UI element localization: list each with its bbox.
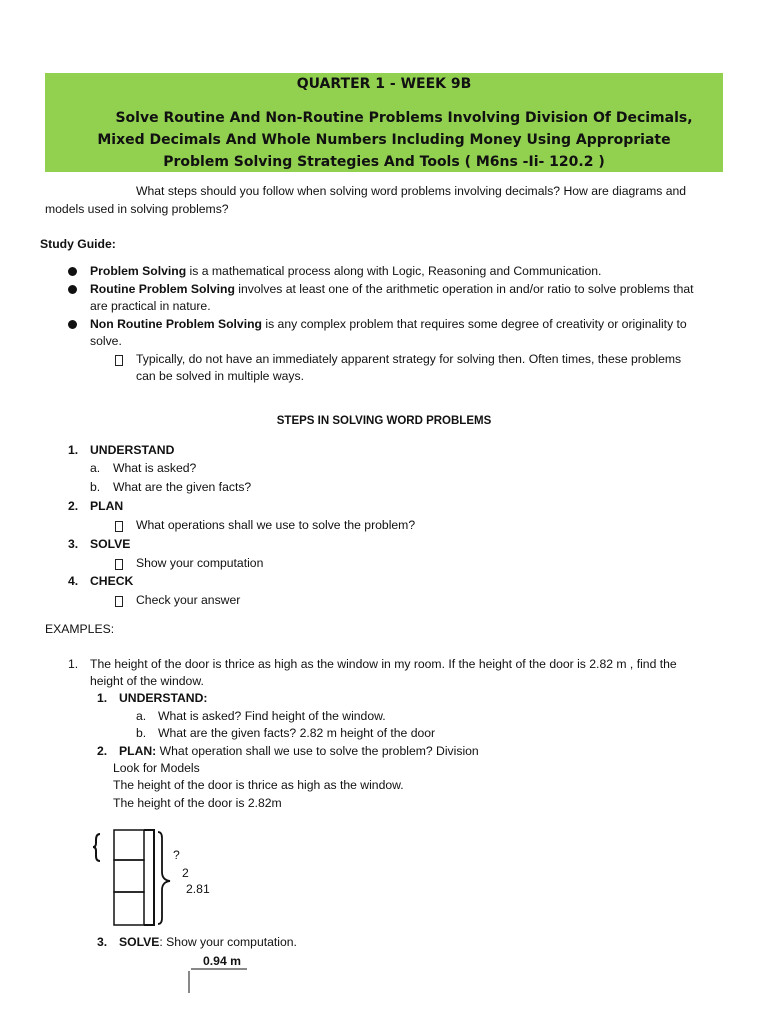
intro-line-1: What steps should you follow when solving word problems involving decimals? How are diagrams and: [136, 184, 687, 198]
step-number: 2.: [68, 499, 79, 513]
model-box-3: [114, 892, 144, 925]
step-sub-text: What are the given facts?: [113, 480, 252, 494]
definition: is a mathematical process along with Logic, Reasoning and Communication.: [186, 264, 602, 278]
problem-line-1: The height of the door is thrice as high as the window in my room. If the height of the door is 2.82 m , find the: [90, 657, 677, 671]
study-guide-heading: Study Guide:: [40, 237, 116, 251]
window-brace: [93, 834, 100, 861]
study-sub-line-1: Typically, do not have an immediately apparent strategy for solving then. Often times, these problems: [136, 352, 682, 366]
model-value: 2.81: [186, 882, 210, 896]
plan-line-2: The height of the door is thrice as high as the window.: [113, 778, 404, 792]
step-label-solve: SOLVE: [90, 537, 131, 551]
step-label-plan: PLAN: [90, 499, 124, 513]
sub-marker: a.: [90, 461, 101, 475]
problem-line-2: height of the window.: [90, 674, 204, 688]
sub-marker: a.: [136, 709, 147, 723]
bullet-icon: [68, 320, 77, 329]
step-sub-text: Show your computation: [136, 556, 264, 570]
model-box-1: [114, 830, 144, 860]
plan-label: PLAN:: [119, 744, 157, 758]
intro-line-2: models used in solving problems?: [45, 202, 229, 216]
square-bullet-icon: [115, 596, 123, 607]
square-bullet-icon: [115, 355, 123, 366]
door-brace: [158, 832, 170, 924]
understand-a: What is asked? Find height of the window.: [158, 709, 386, 723]
sub-step-solve: [119, 934, 297, 952]
study-item-1: [90, 263, 601, 281]
bullet-icon: [68, 267, 77, 276]
sub-marker: b.: [90, 480, 101, 494]
model-question: ?: [173, 848, 180, 862]
division-bracket: [185, 965, 255, 995]
understand-b: What are the given facts? 2.82 m height of the door: [158, 726, 436, 740]
term: Problem Solving: [90, 264, 187, 278]
plan-line-3: The height of the door is 2.82m: [113, 796, 282, 810]
plan-text: What operation shall we use to solve the problem? Division: [156, 744, 479, 758]
examples-heading: EXAMPLES:: [45, 622, 115, 636]
sub-step-number: 3.: [97, 935, 108, 949]
sub-step-number: 2.: [97, 744, 108, 758]
door-bracket: [144, 830, 154, 925]
quotient: 0.94 m: [203, 954, 241, 968]
sub-marker: b.: [136, 726, 147, 740]
step-sub-text: What is asked?: [113, 461, 197, 475]
square-bullet-icon: [115, 559, 123, 570]
page-subtitle: Solve Routine And Non-Routine Problems Involving Division Of Decimals, Mixed Decimals And Whole Numbers Including Money Using Appropriate Problem Solving Strategies And Tools ( M6ns -Ii- 120.2 ): [97, 110, 693, 170]
plan-line-1: Look for Models: [113, 761, 200, 775]
definition: involves at least one of the arithmetic operation in and/or ratio to solve problems that: [234, 282, 694, 296]
step-label-understand: UNDERSTAND: [90, 443, 175, 457]
model-label-2: 2: [182, 866, 189, 880]
model-box-2: [114, 860, 144, 892]
header-banner: [45, 73, 723, 172]
step-number: 3.: [68, 537, 79, 551]
bullet-icon: [68, 285, 77, 294]
term: Non Routine Problem Solving: [90, 317, 262, 331]
term: Routine Problem Solving: [90, 282, 235, 296]
step-sub-text: Check your answer: [136, 593, 241, 607]
study-item-3-cont: solve.: [90, 334, 122, 348]
problem-number: 1.: [68, 657, 79, 671]
definition: is any complex problem that requires some degree of creativity or originality to: [261, 317, 687, 331]
sub-step-number: 1.: [97, 691, 108, 705]
study-item-3: [90, 316, 687, 334]
study-item-2: [90, 281, 694, 299]
solve-label: SOLVE: [119, 935, 160, 949]
step-number: 4.: [68, 574, 79, 588]
solve-text: : Show your computation.: [159, 935, 297, 949]
square-bullet-icon: [115, 521, 123, 532]
sub-step-understand: UNDERSTAND:: [119, 691, 208, 705]
page-title: QUARTER 1 - WEEK 9B: [296, 76, 472, 92]
step-label-check: CHECK: [90, 574, 134, 588]
study-sub-line-2: can be solved in multiple ways.: [136, 369, 305, 383]
steps-heading: STEPS IN SOLVING WORD PROBLEMS: [276, 415, 492, 427]
step-number: 1.: [68, 443, 79, 457]
step-sub-text: What operations shall we use to solve the problem?: [136, 518, 416, 532]
study-item-2-cont: are practical in nature.: [90, 299, 211, 313]
sub-step-plan: [119, 743, 479, 761]
